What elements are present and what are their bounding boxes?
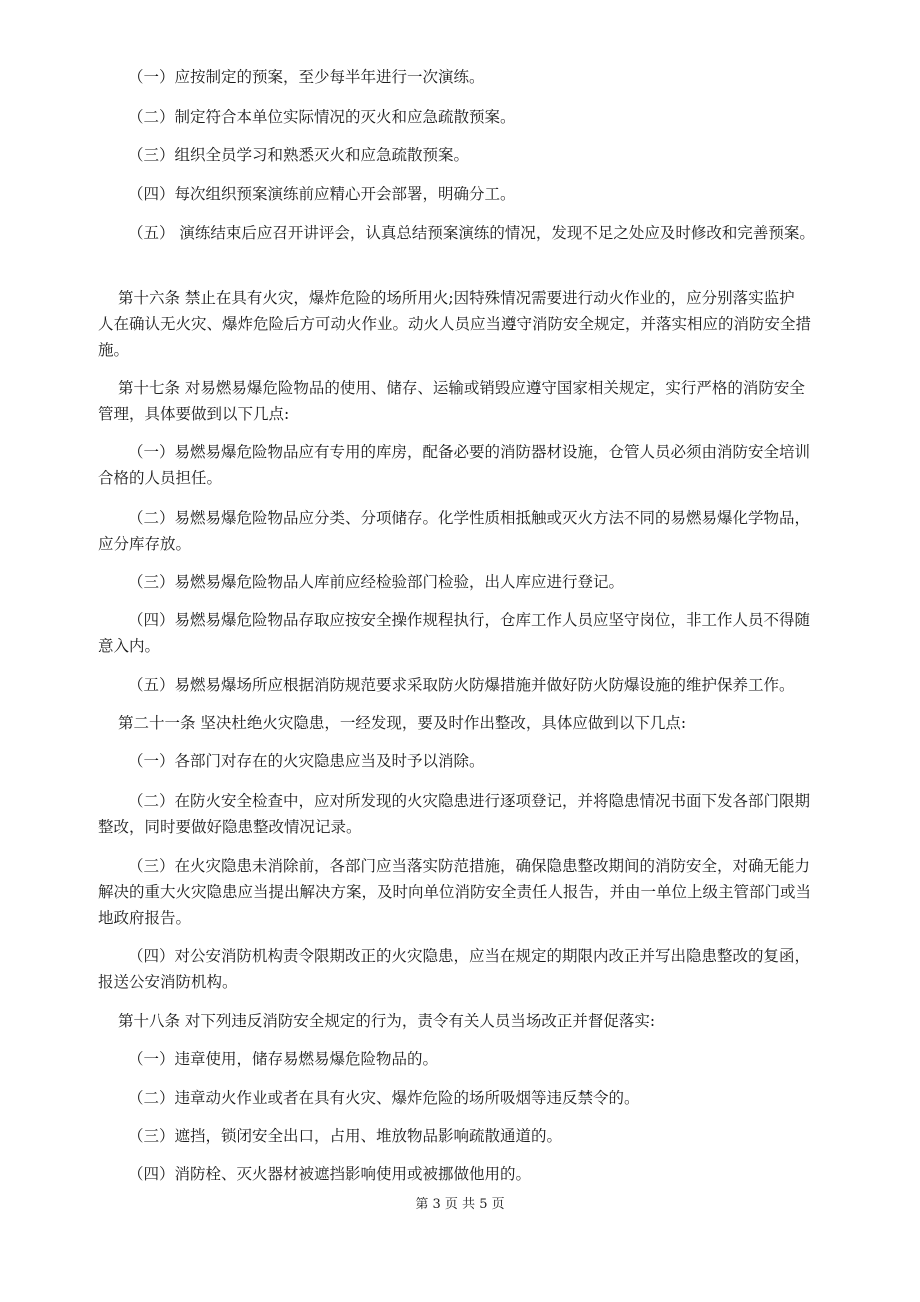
storage-item-4-line-2: 意入内。 [98, 637, 161, 655]
drill-item-4: （四）每次组织预案演练前应精心开会部署，明确分工。 [128, 185, 516, 203]
hazard-item-2-line-2: 整改，同时要做好隐患整改情况记录。 [98, 818, 362, 836]
hazard-item-4-line-1: （四）对公安消防机构责令限期改正的火灾隐患，应当在规定的期限内改正并写出隐患整改的复函， [128, 947, 811, 965]
hazard-item-2-line-1: （二）在防火安全检查中，应对所发现的火灾隐患进行逐项登记，并将隐患情况书面下发各部门限期 [128, 792, 811, 810]
drill-item-1: （一）应按制定的预案，至少每半年进行一次演练。 [128, 68, 485, 86]
storage-item-4-line-1: （四）易燃易爆危险物品存取应按安全操作规程执行，仓库工作人员应坚守岗位，非工作人员不得随 [128, 611, 811, 629]
hazard-item-3-line-2: 解决的重大火灾隐患应当提出解决方案，及时向单位消防安全责任人报告，并由一单位上级主管部门或当 [98, 883, 812, 901]
drill-item-3: （三）组织全员学习和熟悉灭火和应急疏散预案。 [128, 146, 470, 164]
article-21-line-1: 第二十一条 坚决杜绝火灾隐患，一经发现，要及时作出整改，具体应做到以下几点: [118, 714, 687, 732]
article-17-line-2: 管理，具体要做到以下几点: [98, 405, 290, 423]
hazard-item-3-line-3: 地政府报告。 [98, 909, 192, 927]
violation-item-1: （一）违章使用，储存易燃易爆危险物品的。 [128, 1050, 439, 1068]
page-number-footer: 第 3 页 共 5 页 [415, 1197, 505, 1212]
drill-item-2: （二）制定符合本单位实际情况的灭火和应急疏散预案。 [128, 108, 516, 126]
violation-item-4: （四）消防栓、灭火器材被遮挡影响使用或被挪做他用的。 [128, 1165, 532, 1183]
storage-item-2-line-1: （二）易燃易爆危险物品应分类、分项储存。化学性质相抵触或灭火方法不同的易燃易爆化学物品， [128, 509, 811, 527]
hazard-item-3-line-1: （三）在火灾隐患未消除前，各部门应当落实防范措施，确保隐患整改期间的消防安全，对确无能力 [128, 857, 811, 875]
drill-item-5: （五） 演练结束后应召开讲评会，认真总结预案演练的情况，发现不足之处应及时修改和完善预案。 [128, 224, 815, 242]
storage-item-2-line-2: 应分库存放。 [98, 535, 192, 553]
storage-item-1-line-2: 合格的人员担任。 [98, 469, 223, 487]
violation-item-3: （三）遮挡，锁闭安全出口，占用、堆放物品影响疏散通道的。 [128, 1127, 563, 1145]
hazard-item-4-line-2: 报送公安消防机构。 [98, 973, 238, 991]
article-18-line-1: 第十八条 对下列违反消防安全规定的行为，责令有关人员当场改正并督促落实: [118, 1012, 656, 1030]
article-17-line-1: 第十七条 对易燃易爆危险物品的使用、储存、运输或销毁应遵守国家相关规定，实行严格的消防安全 [118, 379, 805, 397]
storage-item-3: （三）易燃易爆危险物品人库前应经检验部门检验，出人库应进行登记。 [128, 573, 625, 591]
article-16-line-2: 人在确认无火灾、爆炸危险后方可动火作业。动火人员应当遵守消防安全规定，并落实相应的消防安全措 [98, 315, 812, 333]
article-16-line-3: 施。 [98, 341, 130, 359]
violation-item-2: （二）违章动火作业或者在具有火灾、爆炸危险的场所吸烟等违反禁令的。 [128, 1089, 640, 1107]
article-16-line-1: 第十六条 禁止在具有火灾，爆炸危险的场所用火;因特殊情况需要进行动火作业的，应分别落实监护 [118, 289, 795, 307]
hazard-item-1: （一）各部门对存在的火灾隐患应当及时予以消除。 [128, 752, 485, 770]
storage-item-1-line-1: （一）易燃易爆危险物品应有专用的库房，配备必要的消防器材设施，仓管人员必须由消防安全培训 [128, 443, 811, 461]
storage-item-5: （五）易燃易爆场所应根据消防规范要求采取防火防爆措施并做好防火防爆设施的维护保养工作。 [128, 676, 795, 694]
